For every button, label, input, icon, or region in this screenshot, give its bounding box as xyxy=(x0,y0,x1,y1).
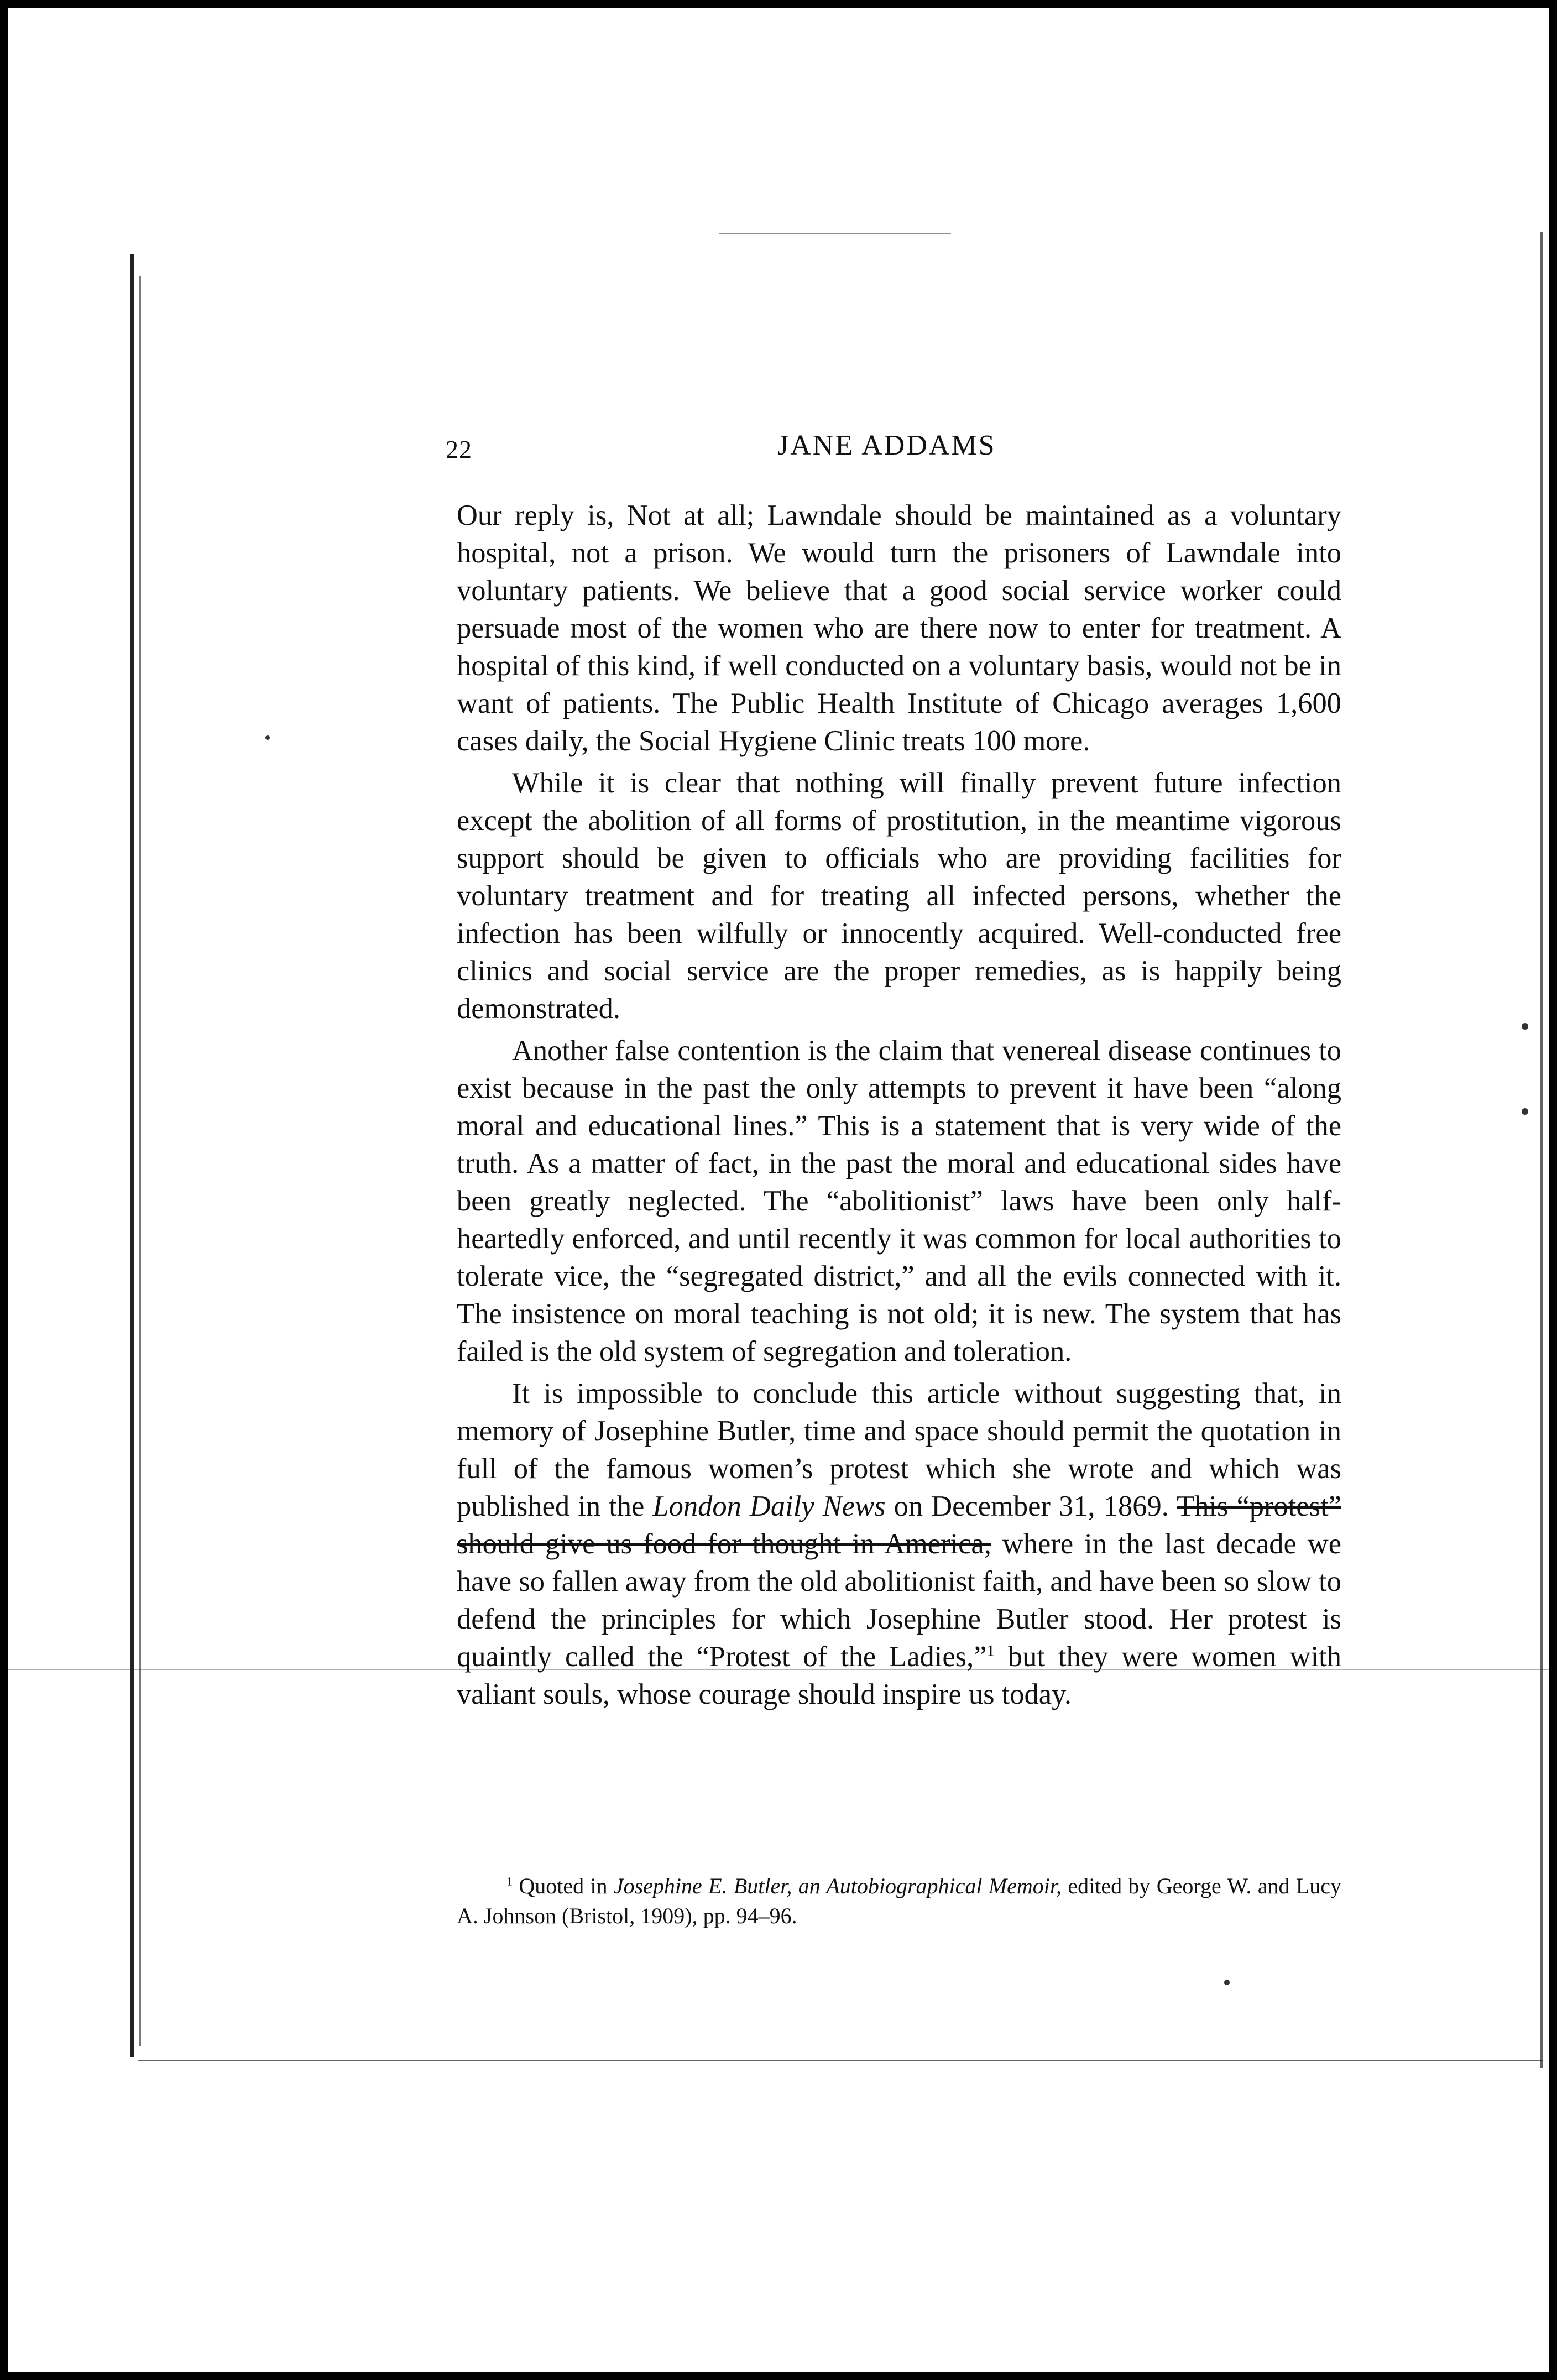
paragraph-2: While it is clear that nothing will finally prevent future infection except the abolition of all forms of prostitution, in the meantime vigorous support should be given to officials who are providing facilities for voluntary treatment and for treating all infected persons, whether the infection has been wilfully or innocently acquired. Well-conducted free clinics and social service are the proper remedies, as is happily being demonstrated. xyxy=(457,767,1341,1025)
scan-speck xyxy=(1522,1108,1528,1115)
scan-speck xyxy=(1224,1980,1230,1985)
footnote-book-title: Josephine E. Butler, an Autobiographical Memoir, xyxy=(613,1873,1062,1898)
page-header xyxy=(446,429,1341,468)
footnote-reference: 1 xyxy=(986,1642,995,1660)
running-title: JANE ADDAMS xyxy=(777,430,996,461)
paragraph-4-part-3: where in the last decade we have so fallen away from the old abolitionist faith, and have been so slow to defend the principles for which Josephine Butler stood. Her protest is quaintly called the “Protest of the Ladies,” xyxy=(457,1528,1342,1673)
scan-left-edge-line xyxy=(130,254,134,2057)
newspaper-title: London Daily News xyxy=(652,1490,886,1522)
footnote-marker: 1 xyxy=(506,1874,513,1888)
footnote xyxy=(457,1871,1341,1931)
page-number: 22 xyxy=(446,435,472,463)
struck-sentence: This “protest” should give us food for thought in America, xyxy=(457,1490,1341,1560)
scan-right-edge-line xyxy=(1540,232,1543,2068)
scan-left-edge-line-inner xyxy=(139,276,141,2046)
body-text xyxy=(457,497,1341,1718)
scan-speck xyxy=(1522,1023,1528,1030)
footnote-prefix: Quoted in xyxy=(513,1873,614,1898)
footnote-suffix: edited by George W. and Lucy A. Johnson (Bristol, 1909), pp. 94–96. xyxy=(457,1873,1341,1928)
paragraph-4-part-4: but they were women with valiant souls, whose courage should inspire us today. xyxy=(457,1641,1341,1710)
paragraph-3: Another false contention is the claim that venereal disease continues to exist because in the past the only attempts to prevent it have been “along moral and educational lines.” This is a statement that is very wide of the truth. As a matter of fact, in the past the moral and educational sides have been greatly neglected. The “abolitionist” laws have been only half-heartedly enforced, and until recently it was common for local authorities to tolerate vice, the “segregated district,” and all the evils connected with it. The insistence on moral teaching is not old; it is new. The system that has failed is the old system of segregation and toleration. xyxy=(457,1035,1341,1368)
paragraph-4-part-2: on December 31, 1869. xyxy=(885,1490,1177,1522)
scan-bottom-edge-line xyxy=(138,2060,1543,2061)
scan-speck xyxy=(265,735,270,740)
scan-top-dash xyxy=(719,233,951,234)
paragraph-4 xyxy=(457,1375,1341,1713)
paragraph-1: Our reply is, Not at all; Lawndale should be maintained as a voluntary hospital, not a prison. We would turn the prisoners of Lawndale into voluntary patients. We believe that a good social service worker could persuade most of the women who are there now to enter for treatment. A hospital of this kind, if well conducted on a voluntary basis, would not be in want of patients. The Public Health Institute of Chicago averages 1,600 cases daily, the Social Hygiene Clinic treats 100 more. xyxy=(457,499,1341,757)
paragraph-4-part-1: It is impossible to conclude this article without suggesting that, in memory of Josephine Butler, time and space should permit the quotation in full of the famous women’s protest which she wrote and which was published in the xyxy=(457,1377,1341,1522)
